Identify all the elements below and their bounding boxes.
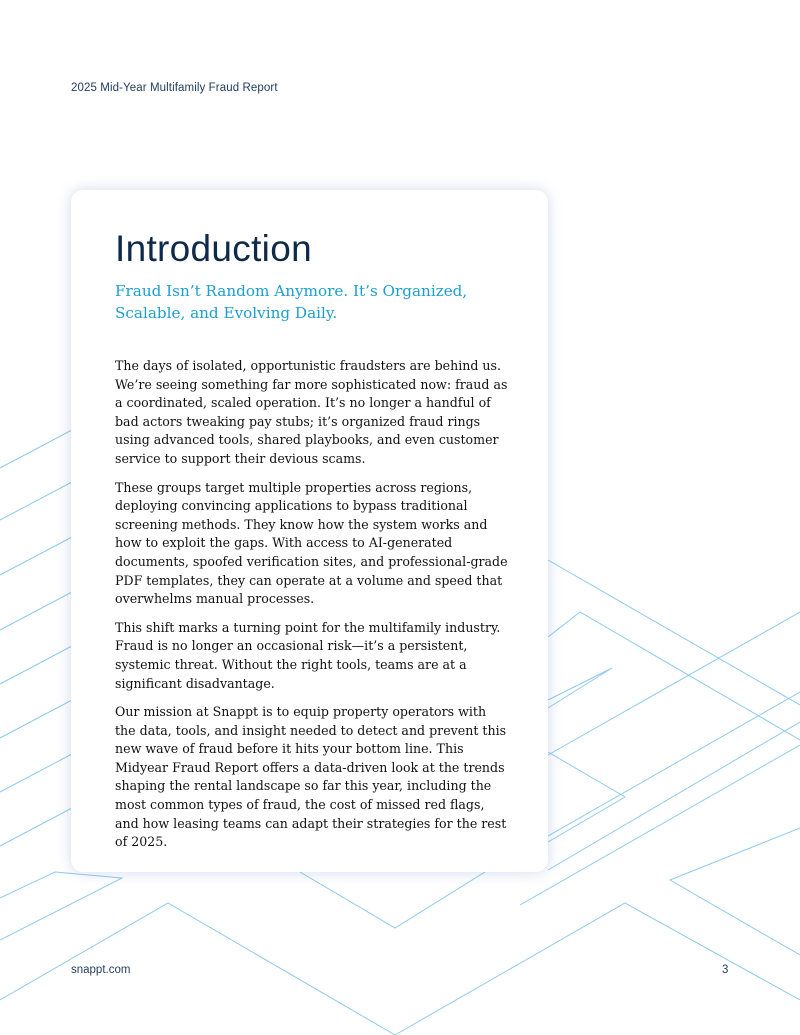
paragraph-1: The days of isolated, opportunistic fraudsters are behind us. We’re seeing something far more sophisticated now: fraud as a coordinated, scaled operation. It’s no longer a handful of bad actors tweaking pay stubs; it’s organized fraud rings using advanced tools, shared playbooks, and even customer service to support their devious scams. — [115, 358, 508, 466]
introduction-card — [71, 190, 548, 872]
paragraph-4: Our mission at Snappt is to equip property operators with the data, tools, and insight needed to detect and prevent this new wave of fraud before it hits your bottom line. This Midyear Fraud Report offers a data-driven look at the trends shaping the rental landscape so far this year, including the most common types of fraud, the cost of missed red flags, and how leasing teams can adapt their strategies for the rest of 2025. — [115, 704, 507, 850]
page-subtitle: Fraud Isn’t Random Anymore. It’s Organized, Scalable, and Evolving Daily. — [115, 282, 468, 322]
footer-website: snappt.com — [71, 964, 131, 976]
body-text — [115, 357, 508, 852]
paragraph-3: This shift marks a turning point for the multifamily industry. Fraud is no longer an occasional risk—it’s a persistent, systemic threat. Without the right tools, teams are at a significant disadvantage. — [115, 619, 501, 691]
report-header-title: 2025 Mid-Year Multifamily Fraud Report — [71, 82, 278, 94]
page-title: Introduction — [115, 228, 312, 269]
paragraph-2: These groups target multiple properties across regions, deploying convincing applications to bypass traditional screening methods. They know how the system works and how to exploit the gaps. With access to AI-generated documents, spoofed verification sites, and professional-grade PDF templates, they can operate at a volume and speed that overwhelms manual processes. — [115, 479, 508, 607]
page-number: 3 — [722, 964, 729, 976]
